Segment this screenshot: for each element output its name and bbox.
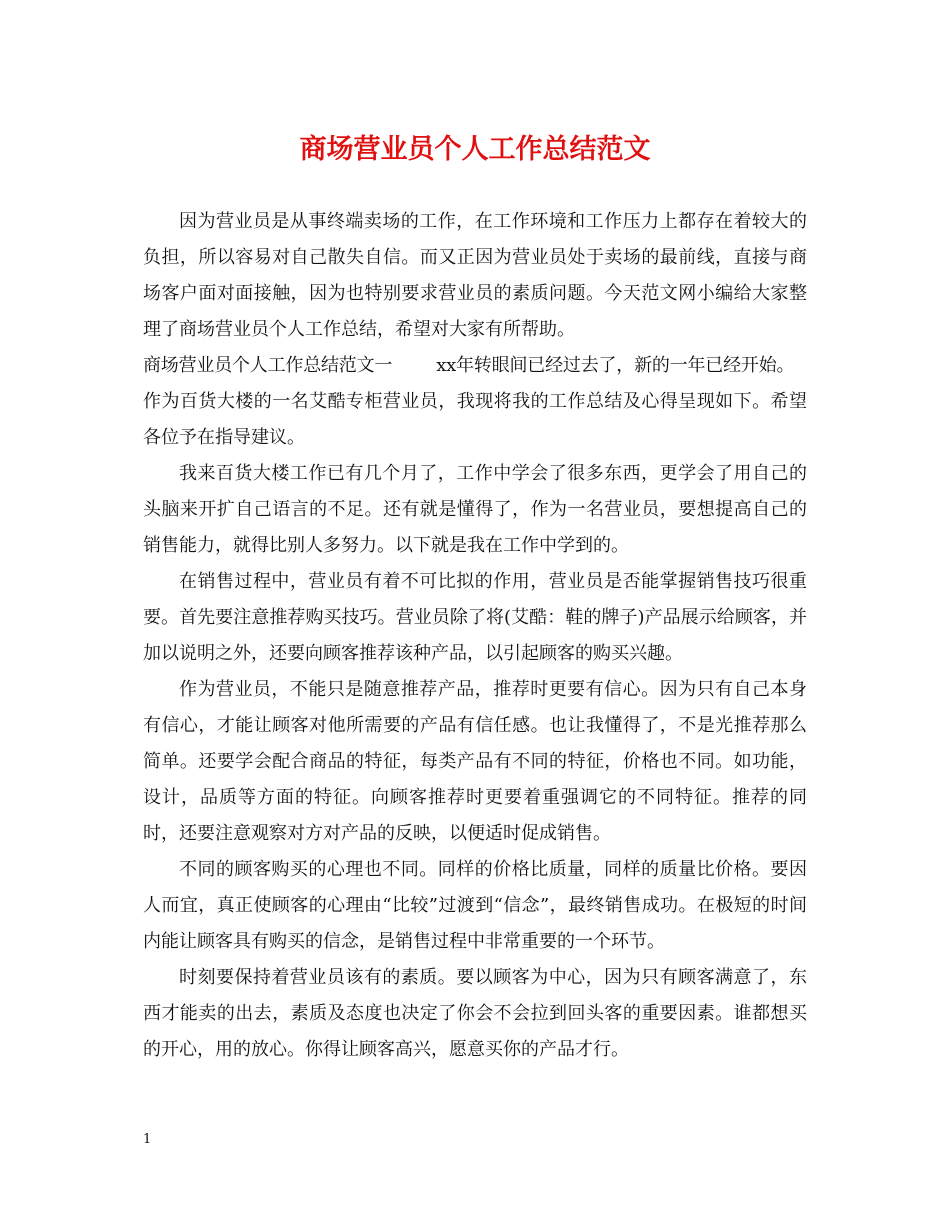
- intro-paragraph: 因为营业员是从事终端卖场的工作，在工作环境和工作压力上都存在着较大的负担，所以容易对自己散失自信。而又正因为营业员处于卖场的最前线，直接与商场客户面对面接触，因为也特别要求营业员的素质问题。今天范文网小编给大家整理了商场营业员个人工作总结，希望对大家有所帮助。: [143, 211, 807, 340]
- body-paragraph: 时刻要保持着营业员该有的素质。要以顾客为中心，因为只有顾客满意了，东西才能卖的出去，素质及态度也决定了你会不会拉到回头客的重要因素。谁都想买的开心，用的放心。你得让顾客高兴，愿意买你的产品才行。: [143, 967, 807, 1060]
- document-body: [143, 204, 807, 1068]
- page-number: 1: [143, 1132, 152, 1147]
- section-heading-line: [143, 348, 807, 384]
- body-paragraph: 不同的顾客购买的心理也不同。同样的价格比质量，同样的质量比价格。要因人而宜，真正使顾客的心理由“比较”过渡到“信念”，最终销售成功。在极短的时间内能让顾客具有购买的信念，是销售过程中非常重要的一个环节。: [143, 859, 807, 952]
- body-paragraph: 在销售过程中，营业员有着不可比拟的作用，营业员是否能掌握销售技巧很重要。首先要注意推荐购买技巧。营业员除了将(艾酷：鞋的牌子)产品展示给顾客，并加以说明之外，还要向顾客推荐该种产品，以引起顾客的购买兴趣。: [143, 571, 807, 664]
- body-paragraph: 我来百货大楼工作已有几个月了，工作中学会了很多东西，更学会了用自己的头脑来开扩自己语言的不足。还有就是懂得了，作为一名营业员，要想提高自己的销售能力，就得比别人多努力。以下就是我在工作中学到的。: [143, 463, 807, 556]
- body-paragraph: 作为营业员，不能只是随意推荐产品，推荐时更要有信心。因为只有自己本身有信心，才能让顾客对他所需要的产品有信任感。也让我懂得了，不是光推荐那么简单。还要学会配合商品的特征，每类产品有不同的特征，价格也不同。如功能，设计，品质等方面的特征。向顾客推荐时更要着重强调它的不同特征。推荐的同时，还要注意观察对方对产品的反映，以便适时促成销售。: [143, 679, 807, 844]
- document-title: 商场营业员个人工作总结范文: [299, 134, 651, 165]
- section-heading-label: 商场营业员个人工作总结范文一: [143, 355, 393, 376]
- section-heading-first-line: xx年转眼间已经过去了，新的一年已经开始。: [436, 355, 795, 376]
- section-heading-continuation: 作为百货大楼的一名艾酷专柜营业员，我现将我的工作总结及心得呈现如下。希望各位予在指导建议。: [143, 391, 807, 448]
